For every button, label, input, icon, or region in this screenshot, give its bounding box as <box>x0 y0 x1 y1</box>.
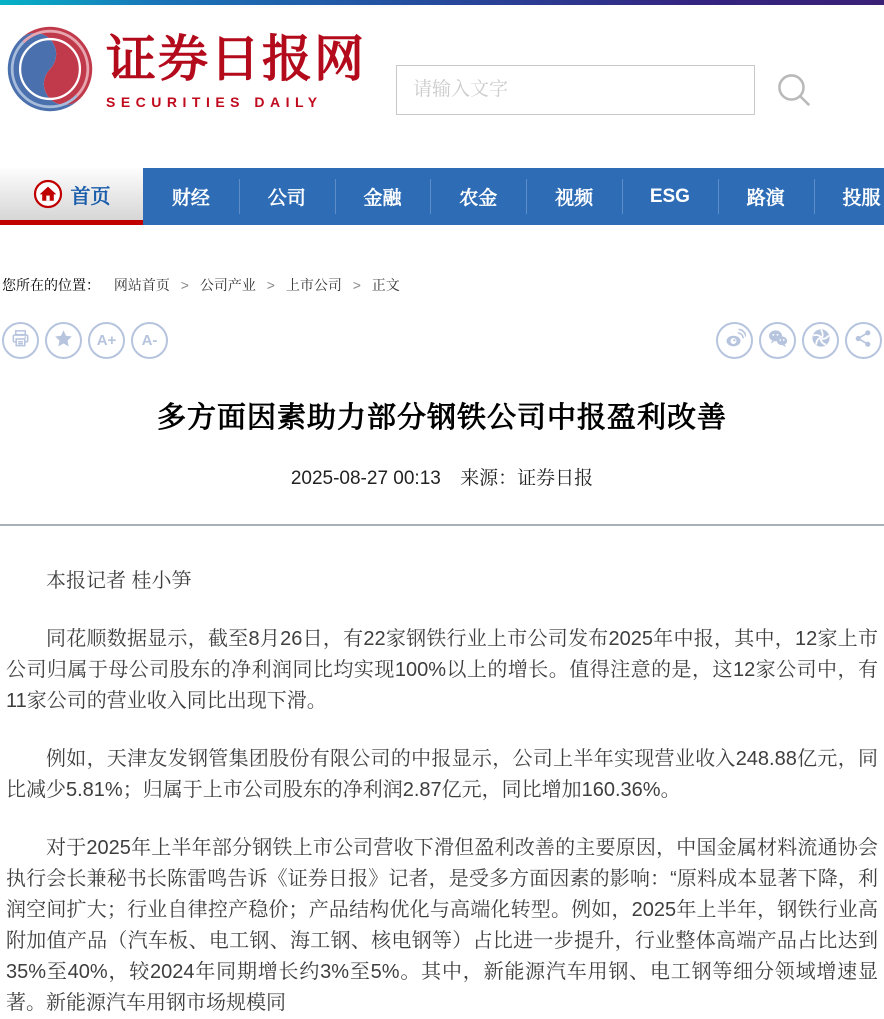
favorite-button[interactable] <box>45 322 82 359</box>
share-weibo-button[interactable] <box>716 322 753 359</box>
font-decrease-icon: A- <box>141 332 158 349</box>
nav-item-gongsi[interactable] <box>239 168 335 225</box>
share-button[interactable] <box>845 322 882 359</box>
search-button[interactable] <box>775 71 813 109</box>
search-icon <box>775 97 813 112</box>
wechat-icon <box>767 327 789 354</box>
breadcrumb-prefix: 您所在的位置： <box>2 277 100 293</box>
breadcrumb-item-listed-company[interactable]: 上市公司 <box>285 277 342 293</box>
weibo-icon <box>724 327 746 354</box>
nav-item-toufu[interactable] <box>814 168 884 225</box>
breadcrumb-item-website-home[interactable]: 网站首页 <box>113 277 170 293</box>
nav-item-shipin[interactable] <box>526 168 622 225</box>
share-icon <box>853 328 874 354</box>
snapshot-aperture-button[interactable] <box>802 322 839 359</box>
search-bar <box>396 65 813 115</box>
nav-item-label: 首页 <box>70 185 111 208</box>
nav-item-label: 财经 <box>171 188 210 209</box>
breadcrumb-separator: > <box>266 277 275 293</box>
home-icon <box>33 179 63 209</box>
nav-item-label: 公司 <box>267 188 306 209</box>
nav-item-esg[interactable] <box>622 168 718 225</box>
breadcrumb-separator: > <box>352 277 361 293</box>
breadcrumb-item-company-industry[interactable]: 公司产业 <box>199 277 256 293</box>
breadcrumb <box>2 275 884 295</box>
logo-swirl-icon <box>6 25 94 118</box>
site-header <box>0 5 884 168</box>
breadcrumb-item-article[interactable]: 正文 <box>371 277 400 293</box>
nav-item-jinrong[interactable] <box>335 168 431 225</box>
article-paragraph: 本报记者 桂小笋 <box>46 570 192 592</box>
brand-name-en: SECURITIES DAILY <box>106 93 323 110</box>
nav-item-label: 投服 <box>842 188 881 209</box>
article-meta <box>0 463 884 490</box>
nav-item-label: 视频 <box>555 188 594 209</box>
logo-text <box>106 29 366 110</box>
article-toolbar <box>2 322 882 359</box>
site-logo[interactable] <box>6 25 366 118</box>
search-input[interactable] <box>396 65 755 115</box>
nav-item-label: ESG <box>649 185 690 207</box>
share-wechat-button[interactable] <box>759 322 796 359</box>
toolbar-right-group <box>710 322 882 359</box>
nav-item-label: 路演 <box>746 188 785 209</box>
nav-item-luyan[interactable] <box>718 168 814 225</box>
article-date: 2025-08-27 00:13 <box>290 468 441 489</box>
article-title: 多方面因素助力部分钢铁公司中报盈利改善 <box>156 402 727 434</box>
main-nav <box>0 168 884 225</box>
nav-item-home[interactable] <box>0 168 143 225</box>
font-decrease-button[interactable] <box>131 322 168 359</box>
nav-item-label: 农金 <box>459 188 498 209</box>
article-source-label: 来源： <box>460 468 518 489</box>
article-paragraph: 对于2025年上半年部分钢铁上市公司营收下滑但盈利改善的主要原因，中国金属材料流通协会执行会长兼秘书长陈雷鸣告诉《证券日报》记者，是受多方面因素的影响：“原料成本显著下降，利润空间扩大；行业自律控产稳价；产品结构优化与高端化转型。例如，2025年上半年，钢铁行业高附加值产品（汽车板、电工钢、海工钢、核电钢等）占比进一步提升，行业整体高端产品占比达到35%至40%，较2024年同期增长约3%至5%。其中，新能源汽车用钢、电工钢等细分领域增速显著。新能源汽车用钢市场规模同 <box>6 837 878 1014</box>
aperture-icon <box>810 327 832 354</box>
star-icon <box>53 328 74 354</box>
font-increase-icon: A+ <box>96 332 117 349</box>
print-button[interactable] <box>2 322 39 359</box>
brand-name-cn: 证券日报网 <box>106 29 366 89</box>
title-divider <box>0 524 884 526</box>
font-increase-button[interactable] <box>88 322 125 359</box>
nav-item-label: 金融 <box>363 188 402 209</box>
nav-item-nongjin[interactable] <box>430 168 526 225</box>
toolbar-left-group <box>2 322 174 359</box>
article-paragraph: 例如，天津友发钢管集团股份有限公司的中报显示，公司上半年实现营业收入248.88亿元，同比减少5.81%；归属于上市公司股东的净利润2.87亿元，同比增加160.36%。 <box>6 748 878 801</box>
breadcrumb-separator: > <box>180 277 189 293</box>
article-body <box>0 566 884 1019</box>
print-icon <box>10 328 31 354</box>
article-paragraph: 同花顺数据显示，截至8月26日，有22家钢铁行业上市公司发布2025年中报，其中，12家上市公司归属于母公司股东的净利润同比均实现100%以上的增长。值得注意的是，这12家公司中，有11家公司的营业收入同比出现下滑。 <box>6 628 878 712</box>
article-source: 证券日报 <box>517 468 594 489</box>
nav-item-caijing[interactable] <box>143 168 239 225</box>
